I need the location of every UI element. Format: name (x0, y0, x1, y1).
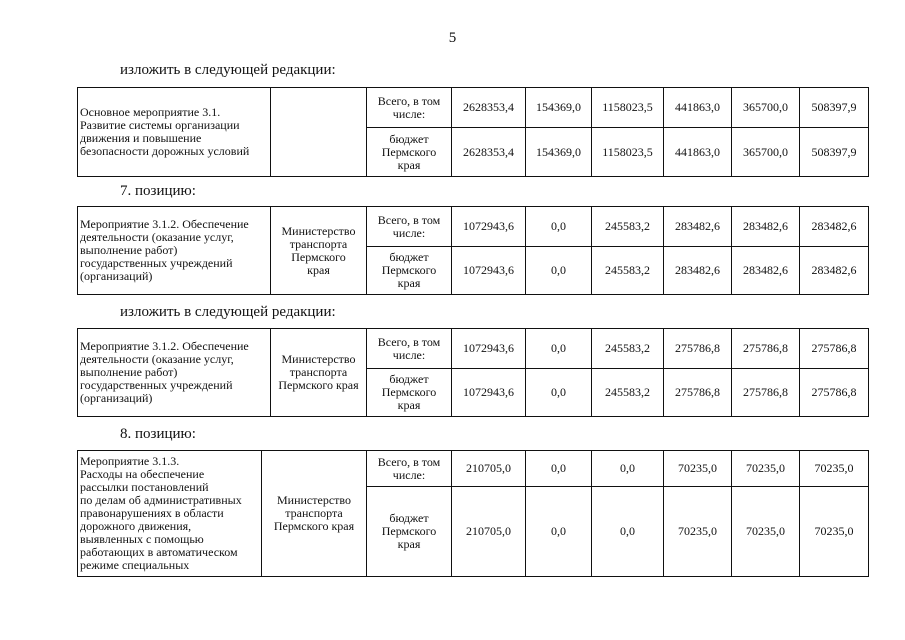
table-row (78, 88, 869, 128)
program-table (77, 87, 869, 177)
measure-line: Развитие системы организации (80, 118, 240, 132)
value-cell: 154369,0 (526, 128, 592, 177)
measure-line: государственных учреждений (80, 256, 233, 270)
value-cell: 275786,8 (664, 369, 732, 417)
program-table (77, 328, 869, 417)
source-line: бюджет (389, 372, 429, 386)
executor-cell (262, 451, 367, 577)
source-line: бюджет (389, 511, 429, 525)
funding-source-cell (367, 207, 452, 247)
measure-line: дорожного движения, (80, 519, 192, 533)
value-cell: 210705,0 (452, 487, 526, 577)
value-cell: 275786,8 (664, 329, 732, 369)
section-caption: изложить в следующей редакции: (120, 62, 336, 78)
value-cell: 0,0 (592, 487, 664, 577)
measure-line: рассылки постановлений (80, 480, 209, 494)
value-cell: 283482,6 (800, 247, 869, 295)
measure-line: правонарушениях в области (80, 506, 224, 520)
value-cell: 365700,0 (732, 128, 800, 177)
program-table (77, 206, 869, 295)
measure-cell (78, 88, 271, 177)
measure-cell (78, 451, 262, 577)
measure-cell (78, 329, 271, 417)
program-table (77, 450, 869, 577)
value-cell: 1072943,6 (452, 207, 526, 247)
value-cell: 0,0 (526, 329, 592, 369)
value-cell: 441863,0 (664, 88, 732, 128)
value-cell: 283482,6 (664, 247, 732, 295)
value-cell: 0,0 (592, 451, 664, 487)
source-line: Всего, в том (377, 454, 441, 469)
source-line: числе: (392, 467, 426, 482)
source-line: Пермского (381, 144, 437, 159)
source-line: Пермского (381, 385, 437, 399)
value-cell: 245583,2 (592, 247, 664, 295)
executor-cell (271, 88, 367, 177)
value-cell: 275786,8 (732, 369, 800, 417)
value-cell: 70235,0 (664, 451, 732, 487)
measure-line: Мероприятие 3.1.2. Обеспечение (80, 217, 249, 231)
source-line: Пермского (381, 524, 437, 538)
executor-line: края (307, 262, 330, 277)
value-cell: 0,0 (526, 451, 592, 487)
measure-line: выявленных с помощью (80, 532, 204, 546)
executor-line: транспорта (289, 236, 348, 251)
measure-line: (организаций) (80, 391, 153, 405)
source-line: числе: (392, 106, 426, 121)
funding-source-cell (367, 88, 452, 128)
measure-line: режиме специальных (80, 558, 190, 572)
value-cell: 275786,8 (800, 329, 869, 369)
section-caption: изложить в следующей редакции: (120, 304, 336, 320)
source-line: числе: (392, 347, 426, 362)
measure-line: по делам об административных (80, 493, 242, 507)
value-cell: 70235,0 (800, 451, 869, 487)
value-cell: 1072943,6 (452, 329, 526, 369)
funding-source-cell (367, 247, 452, 295)
measure-line: Мероприятие 3.1.3. (80, 454, 180, 468)
source-line: Всего, в том (377, 334, 441, 349)
value-cell: 154369,0 (526, 88, 592, 128)
value-cell: 70235,0 (732, 487, 800, 577)
value-cell: 0,0 (526, 207, 592, 247)
value-cell: 441863,0 (664, 128, 732, 177)
value-cell: 2628353,4 (452, 88, 526, 128)
measure-line: выполнение работ) (80, 365, 178, 379)
table-row (78, 329, 869, 369)
funding-source-cell (367, 451, 452, 487)
measure-line: деятельности (оказание услуг, (80, 230, 234, 244)
funding-source-cell (367, 487, 452, 577)
value-cell: 0,0 (526, 247, 592, 295)
value-cell: 275786,8 (732, 329, 800, 369)
value-cell: 283482,6 (732, 247, 800, 295)
source-line: края (397, 398, 421, 412)
measure-line: безопасности дорожных условий (80, 144, 250, 158)
value-cell: 245583,2 (592, 369, 664, 417)
measure-line: движения и повышение (80, 131, 202, 145)
value-cell: 508397,9 (800, 128, 869, 177)
value-cell: 70235,0 (664, 487, 732, 577)
value-cell: 1158023,5 (592, 128, 664, 177)
funding-source-cell (367, 128, 452, 177)
executor-line: Пермского края (273, 519, 355, 533)
measure-line: (организаций) (80, 269, 153, 283)
measure-line: деятельности (оказание услуг, (80, 352, 234, 366)
funding-source-cell (367, 329, 452, 369)
executor-line: Пермского края (278, 378, 359, 392)
value-cell: 283482,6 (732, 207, 800, 247)
value-cell: 1072943,6 (452, 369, 526, 417)
funding-source-cell (367, 369, 452, 417)
value-cell: 508397,9 (800, 88, 869, 128)
source-line: Пермского (381, 263, 437, 277)
executor-cell (271, 329, 367, 417)
value-cell: 245583,2 (592, 329, 664, 369)
source-line: бюджет (389, 250, 429, 264)
source-line: числе: (392, 225, 426, 240)
value-cell: 2628353,4 (452, 128, 526, 177)
measure-line: выполнение работ) (80, 243, 178, 257)
measure-line: Мероприятие 3.1.2. Обеспечение (80, 339, 249, 353)
source-line: Всего, в том (377, 93, 441, 108)
table-row (78, 451, 869, 487)
measure-line: Основное мероприятие 3.1. (80, 105, 221, 119)
value-cell: 0,0 (526, 487, 592, 577)
executor-line: Министерство (281, 223, 356, 238)
executor-line: транспорта (289, 365, 348, 379)
measure-line: Расходы на обеспечение (80, 467, 205, 481)
section-caption: 7. позицию: (120, 183, 196, 199)
value-cell: 283482,6 (800, 207, 869, 247)
executor-line: Министерство (281, 352, 356, 366)
executor-line: Пермского (291, 249, 346, 264)
table-row (78, 207, 869, 247)
measure-line: работающих в автоматическом (80, 545, 238, 559)
source-line: Всего, в том (377, 212, 441, 227)
value-cell: 0,0 (526, 369, 592, 417)
measure-cell (78, 207, 271, 295)
value-cell: 70235,0 (800, 487, 869, 577)
executor-line: Министерство (277, 493, 351, 507)
source-line: края (397, 157, 421, 172)
value-cell: 275786,8 (800, 369, 869, 417)
value-cell: 70235,0 (732, 451, 800, 487)
value-cell: 1158023,5 (592, 88, 664, 128)
executor-cell (271, 207, 367, 295)
page-number: 5 (448, 30, 457, 46)
value-cell: 245583,2 (592, 207, 664, 247)
value-cell: 210705,0 (452, 451, 526, 487)
section-caption: 8. позицию: (120, 426, 196, 442)
value-cell: 283482,6 (664, 207, 732, 247)
source-line: края (397, 276, 421, 290)
executor-line: транспорта (285, 506, 343, 520)
measure-line: государственных учреждений (80, 378, 233, 392)
source-line: бюджет (389, 131, 429, 146)
value-cell: 365700,0 (732, 88, 800, 128)
source-line: края (397, 537, 421, 551)
value-cell: 1072943,6 (452, 247, 526, 295)
